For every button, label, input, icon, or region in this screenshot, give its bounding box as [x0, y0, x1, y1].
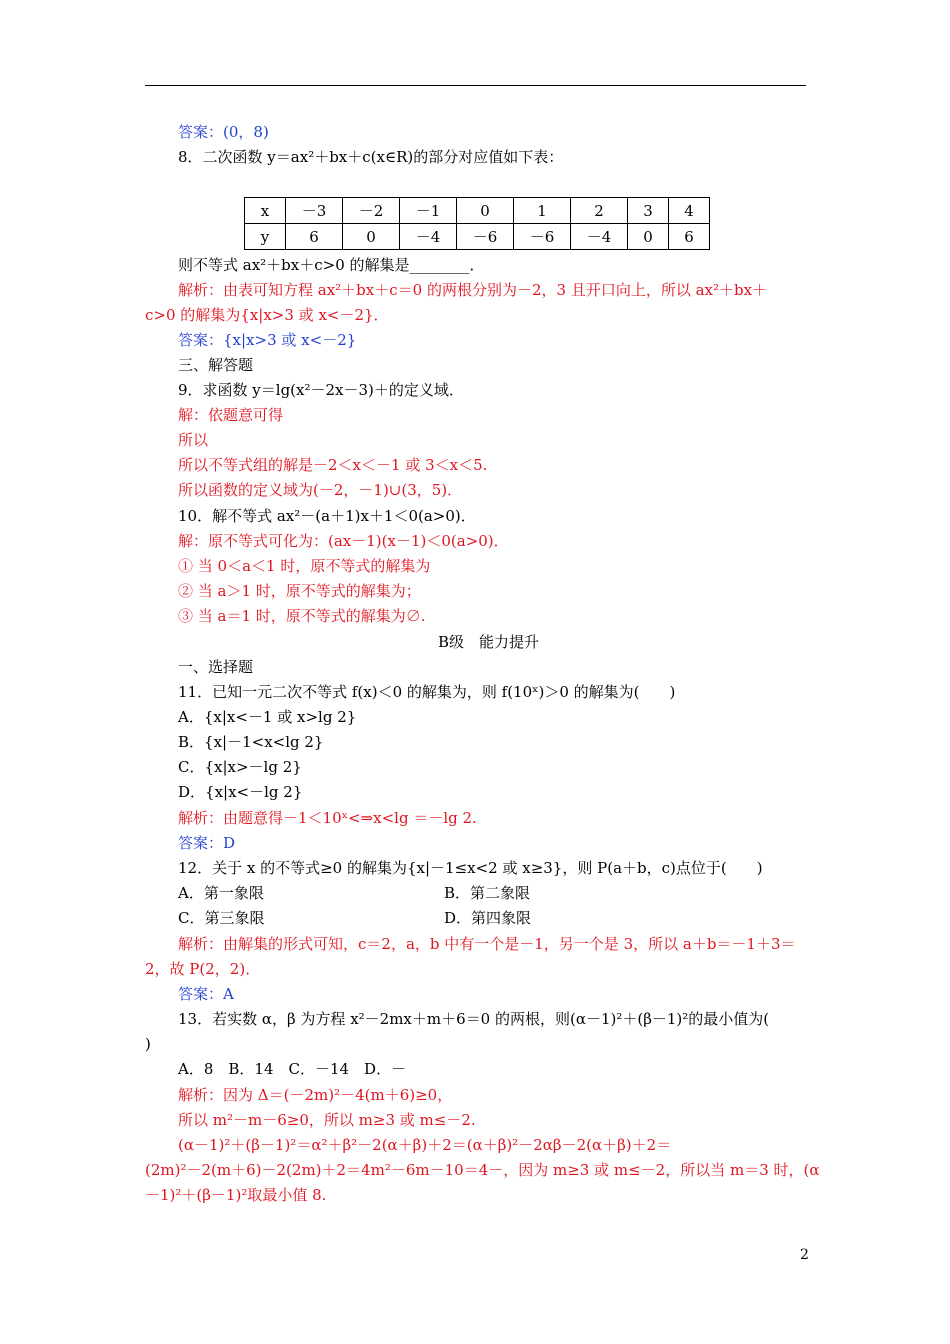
solution-10-line1: 解：原不等式可化为：(ax－1)(x－1)＜0(a>0)． [178, 532, 509, 550]
solution-8-line1: 解析：由表可知方程 ax²＋bx＋c＝0 的两根分别为－2，3 且开口向上，所以 ax²＋bx＋ [178, 281, 768, 299]
option-c: C．第三象限 [178, 909, 265, 927]
table-cell: 1 [514, 198, 571, 224]
section-heading-1: 一、选择题 [178, 658, 254, 676]
solution-10-case2: ② 当 a＞1 时，原不等式的解集为； [178, 582, 421, 600]
option-b: B．{x|－1<x<lg 2} [178, 733, 324, 751]
question-12: 12．关于 x 的不等式≥0 的解集为{x|－1≤x<2 或 x≥3}，则 P(a＋b，c)点位于( ) [178, 859, 763, 877]
solution-13-line4: (2m)²－2(m＋6)－2(2m)＋2＝4m²－6m－10＝4－，因为 m≥3 或 m≤－2，所以当 m＝3 时，(α [145, 1161, 820, 1179]
option-c: C．{x|x>－lg 2} [178, 758, 302, 776]
header-rule [145, 85, 806, 86]
solution-11: 解析：由题意得－1＜10ˣ<⇒x<lg ＝－lg 2. [178, 809, 477, 827]
table-cell: －4 [571, 224, 628, 250]
question-13-options: A．8 B．14 C．－14 D．－ [178, 1060, 407, 1078]
answer-11: 答案：D [178, 834, 236, 852]
table-cell: －2 [343, 198, 400, 224]
answer-12: 答案：A [178, 985, 234, 1003]
question-11: 11．已知一元二次不等式 f(x)＜0 的解集为，则 f(10ˣ)＞0 的解集为( ) [178, 683, 676, 701]
option-b: B．第二象限 [444, 884, 531, 902]
table-cell: －1 [400, 198, 457, 224]
solution-9-line4: 所以函数的定义域为(－2，－1)∪(3，5)． [178, 481, 463, 499]
section-heading-3: 三、解答题 [178, 356, 254, 374]
table-row [245, 198, 710, 224]
solution-9-line2: 所以 [178, 431, 209, 449]
table-cell: 0 [457, 198, 514, 224]
table-cell: －6 [457, 224, 514, 250]
page-number: 2 [800, 1247, 809, 1263]
solution-9-line3: 所以不等式组的解是－2＜x＜－1 或 3＜x＜5. [178, 456, 488, 474]
solution-13-line1: 解析：因为 Δ＝(－2m)²－4(m＋6)≥0， [178, 1086, 453, 1104]
question-8: 8．二次函数 y＝ax²＋bx＋c(x∈R)的部分对应值如下表： [178, 148, 564, 166]
solution-12-line2: 2，故 P(2，2)． [145, 960, 261, 978]
level-b-heading: B级 能力提升 [438, 633, 540, 651]
solution-10-case1: ① 当 0＜a＜1 时，原不等式的解集为 [178, 557, 431, 575]
answer-7: 答案：(0，8) [178, 123, 269, 141]
table-cell: －6 [514, 224, 571, 250]
values-table [244, 197, 710, 250]
solution-13-line2: 所以 m²－m－6≥0，所以 m≥3 或 m≤－2. [178, 1111, 476, 1129]
option-a: A．{x|x<－1 或 x>lg 2} [178, 708, 357, 726]
table-cell: 6 [286, 224, 343, 250]
question-9: 9．求函数 y＝lg(x²－2x－3)＋的定义域． [178, 381, 464, 399]
answer-8: 答案：{x|x>3 或 x<－2} [178, 331, 357, 349]
table-cell: 0 [628, 224, 669, 250]
table-cell: 0 [343, 224, 400, 250]
option-a: A．第一象限 [178, 884, 264, 902]
solution-10-case3: ③ 当 a＝1 时，原不等式的解集为∅. [178, 607, 426, 625]
solution-13-line3: (α－1)²＋(β－1)²＝α²＋β²－2(α＋β)＋2＝(α＋β)²－2αβ－2(α＋β)＋2＝ [178, 1136, 672, 1154]
solution-13-line5: －1)²＋(β－1)²取最小值 8. [145, 1186, 327, 1204]
table-cell: 6 [669, 224, 710, 250]
table-cell: －4 [400, 224, 457, 250]
option-d: D．第四象限 [444, 909, 532, 927]
solution-12-line1: 解析：由解集的形式可知，c＝2，a，b 中有一个是－1，另一个是 3，所以 a＋b＝－1＋3＝ [178, 935, 796, 953]
solution-9-line1: 解：依题意可得 [178, 406, 284, 424]
question-8-prompt: 则不等式 ax²＋bx＋c>0 的解集是________． [178, 256, 485, 274]
solution-8-line2: c>0 的解集为{x|x>3 或 x<－2}． [145, 306, 389, 324]
question-13: 13．若实数 α，β 为方程 x²－2mx＋m＋6＝0 的两根，则(α－1)²＋(β－1)²的最小值为( [178, 1010, 770, 1028]
table-cell: －3 [286, 198, 343, 224]
question-13-cont: ) [145, 1035, 151, 1053]
question-10: 10．解不等式 ax²－(a＋1)x＋1＜0(a>0)． [178, 507, 476, 525]
table-cell: 2 [571, 198, 628, 224]
option-d: D．{x|x<－lg 2} [178, 783, 303, 801]
table-cell: 4 [669, 198, 710, 224]
table-cell: y [245, 224, 286, 250]
table-cell: x [245, 198, 286, 224]
table-row [245, 224, 710, 250]
table-cell: 3 [628, 198, 669, 224]
